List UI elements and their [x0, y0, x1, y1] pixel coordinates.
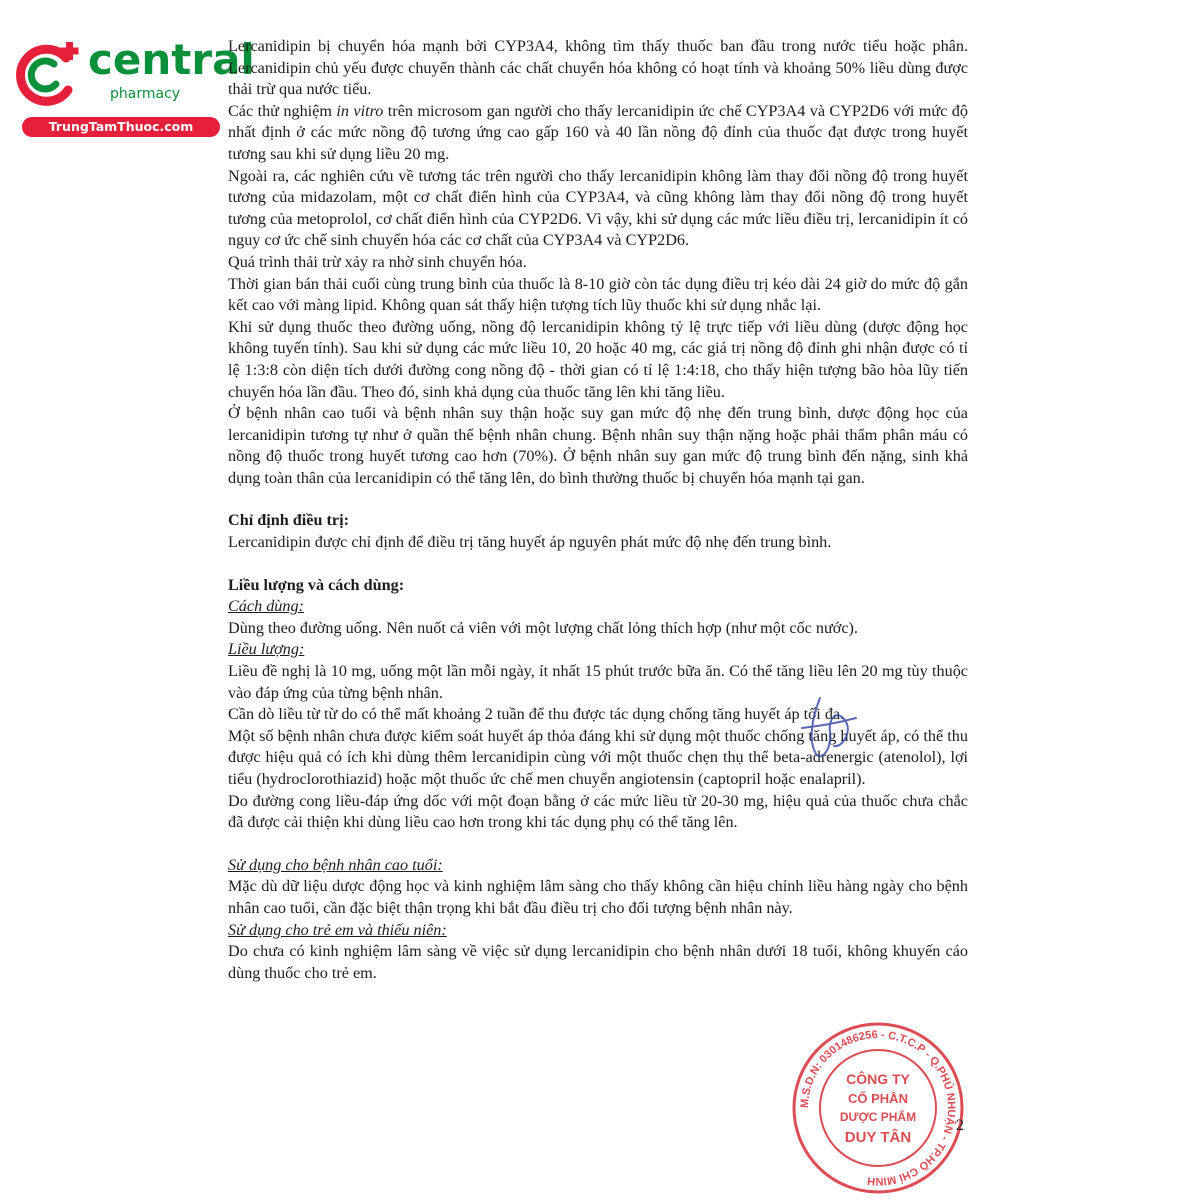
dose-combination: Một số bệnh nhân chưa được kiểm soát huyết áp thỏa đáng khi sử dụng một thuốc chống tăng huyết áp, có thể thu được hiệu quả có ích khi dùng thêm lercanidipin cùng với một thuốc chẹn thụ thể beta-adrenergic (atenolol), lợi tiểu (hydroclorothiazid) hoặc một thuốc ức chế men chuyển angiotensin (captopril hoặc enalapril). — [228, 726, 968, 788]
stamp-line-1: CÔNG TY — [846, 1071, 910, 1087]
paragraph-in-vitro-rest: trên microsom gan người cho thấy lercanidipin ức chế CYP3A4 và CYP2D6 với mức độ nhất định ở các mức nồng độ tương ứng cao gấp 160 và 40 lần nồng độ đỉnh của thuốc đạt được trong huyết tương sau khi sử dụng liều 20 mg. — [228, 101, 968, 163]
signature-scribble — [772, 688, 882, 768]
subheading-dose: Liều lượng: — [228, 640, 305, 659]
svg-text:M.S.D.N: 0301486256 - C.T.C.P — [799, 1029, 957, 1187]
brand-name: central — [88, 35, 255, 84]
elderly-text: Mặc dù dữ liệu dược động học và kinh nghiệm lâm sàng cho thấy không cần hiệu chỉnh liều hàng ngày cho bệnh nhân cao tuổi, cần đặc biệt thận trọng khi bắt đầu điều trị cho đối tượng bệnh nhân này. — [228, 877, 968, 917]
dose-response-curve: Do đường cong liều-đáp ứng dốc với một đoạn bằng ở các mức liều từ 20-30 mg, hiệu quả của thuốc chưa chắc đã được cải thiện khi dùng liều cao hơn trong khi tác dụng phụ có thể tăng lên. — [228, 791, 968, 832]
brand-subtitle: pharmacy — [110, 86, 181, 102]
in-vitro-term: in vitro — [336, 101, 384, 120]
heading-dosage: Liều lượng và cách dùng: — [228, 575, 405, 594]
children-text: Do chưa có kinh nghiệm lâm sàng về việc sử dụng lercanidipin cho bệnh nhân dưới 18 tuổi, không khuyến cáo dùng thuốc cho trẻ em. — [228, 942, 968, 982]
subheading-usage: Cách dùng: — [228, 597, 304, 616]
brand-logo[interactable] — [10, 34, 255, 134]
dose-titration: Cần dò liều từ từ do có thể mất khoảng 2 tuần để thu được tác dụng chống tăng huyết áp tối đa. — [228, 705, 845, 724]
paragraph-elimination: Quá trình thải trừ xảy ra nhờ sinh chuyển hóa. — [228, 252, 527, 271]
page-number: 2 — [956, 1117, 964, 1134]
subheading-children: Sử dụng cho trẻ em và thiếu niên: — [228, 920, 447, 939]
paragraph-in-vitro — [228, 101, 968, 166]
paragraph-in-vitro-start: Các thử nghiệm — [228, 101, 337, 120]
pharmacy-cross-icon — [10, 38, 84, 112]
stamp-line-3: DƯỢC PHẨM — [839, 1110, 917, 1124]
stamp-ring-text: M.S.D.N: 0301486256 - C.T.C.P - Q.PHÚ NHUẬN - TP.HỒ CHÍ MINH — [798, 1028, 958, 1188]
paragraph-oral-kinetics: Khi sử dụng thuốc theo đường uống, nồng độ lercanidipin không tỷ lệ trực tiếp với liều dùng (dược động học không tuyến tính). Sau khi sử dụng các mức liều 10, 20 hoặc 40 mg, các giá trị nồng độ đỉnh ghi nhận được có tỉ lệ 1:3:8 còn diện tích dưới đường cong nồng độ - thời gian có tỉ lệ 1:4:18, cho thấy hiện tượng bão hòa lũy tiến chuyển hóa lần đầu. Theo đó, sinh khả dụng của thuốc tăng lên khi tăng liều. — [228, 317, 968, 401]
heading-indication: Chỉ định điều trị: — [228, 511, 349, 530]
company-seal-stamp — [788, 1018, 968, 1198]
subheading-elderly: Sử dụng cho bệnh nhân cao tuổi: — [228, 855, 443, 874]
paragraph-special-populations: Ở bệnh nhân cao tuổi và bệnh nhân suy thận hoặc suy gan mức độ nhẹ đến trung bình, dược động học của lercanidipin tương tự như ở quần thể bệnh nhân chung. Bệnh nhân suy thận nặng hoặc phải thẩm phân máu có nồng độ thuốc trong huyết tương cao hơn (70%). Ở bệnh nhân suy gan mức độ trung bình đến nặng, sinh khả dụng toàn thân của lercanidipin có thể tăng lên, do bình thường thuốc bị chuyển hóa mạnh tại gan. — [228, 404, 968, 487]
paragraph-half-life: Thời gian bán thải cuối cùng trung bình của thuốc là 8-10 giờ còn tác dụng điều trị kéo dài 24 giờ do mức độ gắn kết cao với màng lipid. Không quan sát thấy hiện tượng tích lũy thuốc khi sử dụng nhắc lại. — [228, 274, 968, 315]
dose-recommended: Liều đề nghị là 10 mg, uống một lần mỗi ngày, ít nhất 15 phút trước bữa ăn. Có thể tăng liều lên 20 mg tùy thuộc vào đáp ứng của từng bệnh nhân. — [228, 662, 968, 702]
stamp-line-2: CỔ PHẦN — [848, 1091, 908, 1106]
indication-text: Lercanidipin được chỉ định để điều trị tăng huyết áp nguyên phát mức độ nhẹ đến trung bình. — [228, 533, 832, 552]
brand-site-link[interactable]: TrungTamThuoc.com — [22, 117, 220, 137]
stamp-line-4: DUY TÂN — [844, 1129, 912, 1146]
paragraph-metabolism: Lercanidipin bị chuyển hóa mạnh bởi CYP3A4, không tìm thấy thuốc ban đầu trong nước tiểu hoặc phân. Lercanidipin chủ yếu được chuyển thành các chất chuyển hóa không có hoạt tính và khoảng 50% liều dùng được thải trừ qua nước tiểu. — [228, 37, 968, 99]
paragraph-interactions: Ngoài ra, các nghiên cứu về tương tác trên người cho thấy lercanidipin không làm thay đổi nồng độ trong huyết tương của midazolam, một cơ chất điển hình của CYP3A4, và cũng không làm thay đổi nồng độ trong huyết tương của metoprolol, cơ chất điển hình của CYP2D6. Vì vậy, khi sử dụng các mức liều điều trị, lercanidipin ít có nguy cơ ức chế sinh chuyển hóa các cơ chất của CYP3A4 và CYP2D6. — [228, 166, 968, 250]
document-body — [228, 36, 968, 984]
usage-text: Dùng theo đường uống. Nên nuốt cả viên với một lượng chất lỏng thích hợp (như một cốc nước). — [228, 618, 858, 637]
